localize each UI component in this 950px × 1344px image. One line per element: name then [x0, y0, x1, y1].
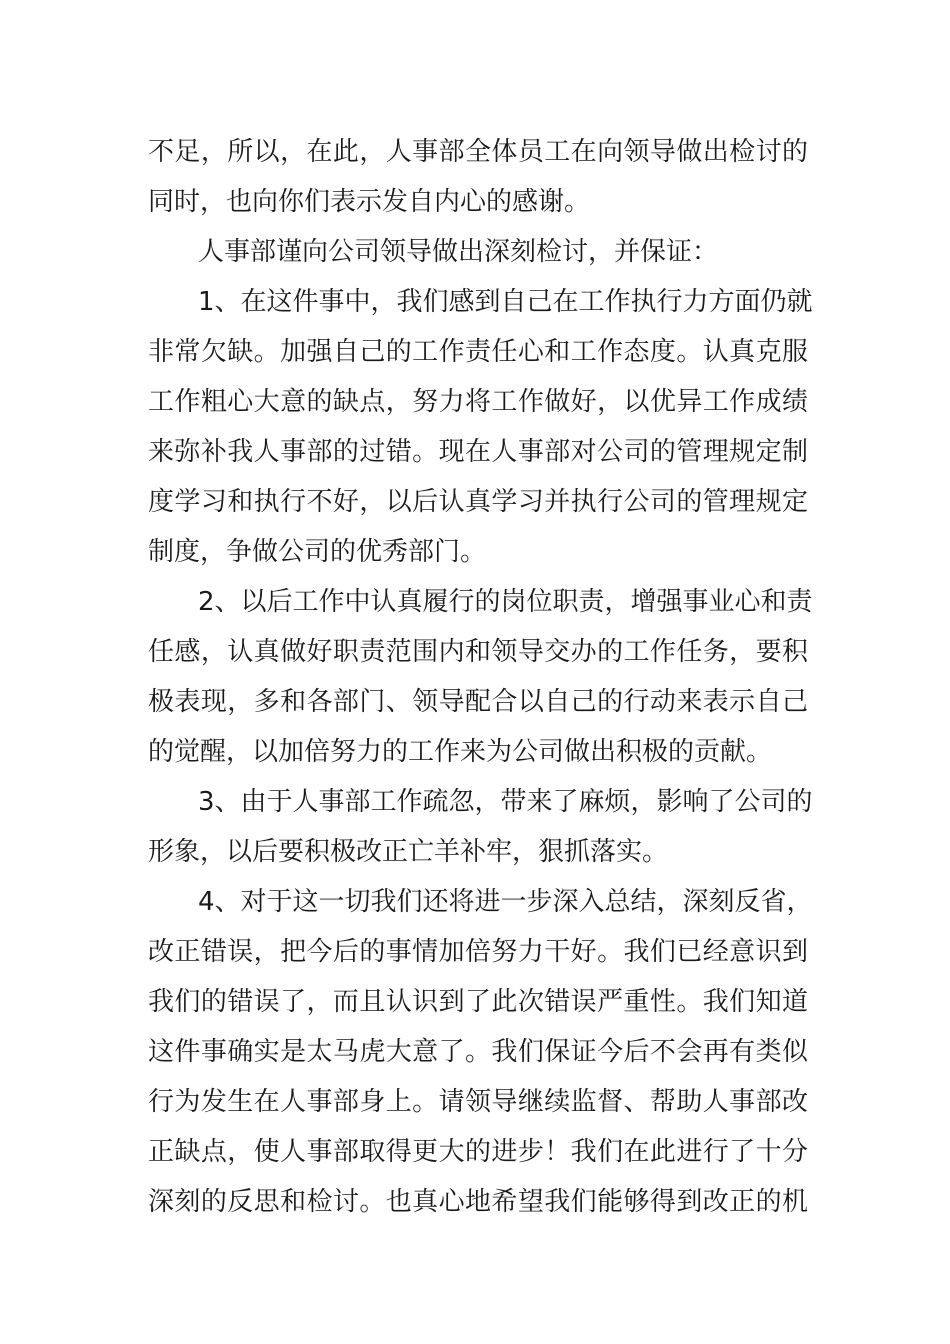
text-line: 同时，也向你们表示发自内心的感谢。	[148, 187, 591, 217]
text-line: 3、由于人事部工作疏忽，带来了麻烦，影响了公司的	[198, 787, 813, 817]
text-line: 不足，所以，在此，人事部全体员工在向领导做出检讨的	[148, 137, 808, 167]
text-line: 人事部谨向公司领导做出深刻检讨，并保证：	[198, 237, 719, 267]
text-line: 工作粗心大意的缺点，努力将工作做好，以优异工作成绩	[148, 387, 808, 417]
text-line: 形象，以后要积极改正亡羊补牢，狠抓落实。	[148, 837, 669, 867]
text-line: 非常欠缺。加强自己的工作责任心和工作态度。认真克服	[148, 337, 808, 367]
text-line: 任感，认真做好职责范围内和领导交办的工作任务，要积	[148, 637, 808, 667]
text-line: 改正错误，把今后的事情加倍努力干好。我们已经意识到	[148, 937, 808, 967]
text-line: 1、在这件事中，我们感到自己在工作执行力方面仍就	[198, 287, 813, 317]
text-line: 这件事确实是太马虎大意了。我们保证今后不会再有类似	[148, 1037, 808, 1067]
text-line: 正缺点，使人事部取得更大的进步！我们在此进行了十分	[148, 1137, 808, 1167]
text-line: 来弥补我人事部的过错。现在人事部对公司的管理规定制	[148, 437, 808, 467]
text-line: 2、以后工作中认真履行的岗位职责，增强事业心和责	[198, 587, 813, 617]
text-line: 的觉醒，以加倍努力的工作来为公司做出积极的贡献。	[148, 737, 773, 767]
text-line: 制度，争做公司的优秀部门。	[148, 537, 487, 567]
text-line: 极表现，多和各部门、领导配合以自己的行动来表示自己	[148, 687, 808, 717]
text-line: 度学习和执行不好，以后认真学习并执行公司的管理规定	[148, 487, 808, 517]
text-line: 4、对于这一切我们还将进一步深入总结，深刻反省，	[198, 887, 813, 917]
text-line: 我们的错误了，而且认识到了此次错误严重性。我们知道	[148, 987, 808, 1017]
text-line: 深刻的反思和检讨。也真心地希望我们能够得到改正的机	[148, 1187, 808, 1217]
text-line: 行为发生在人事部身上。请领导继续监督、帮助人事部改	[148, 1087, 808, 1117]
